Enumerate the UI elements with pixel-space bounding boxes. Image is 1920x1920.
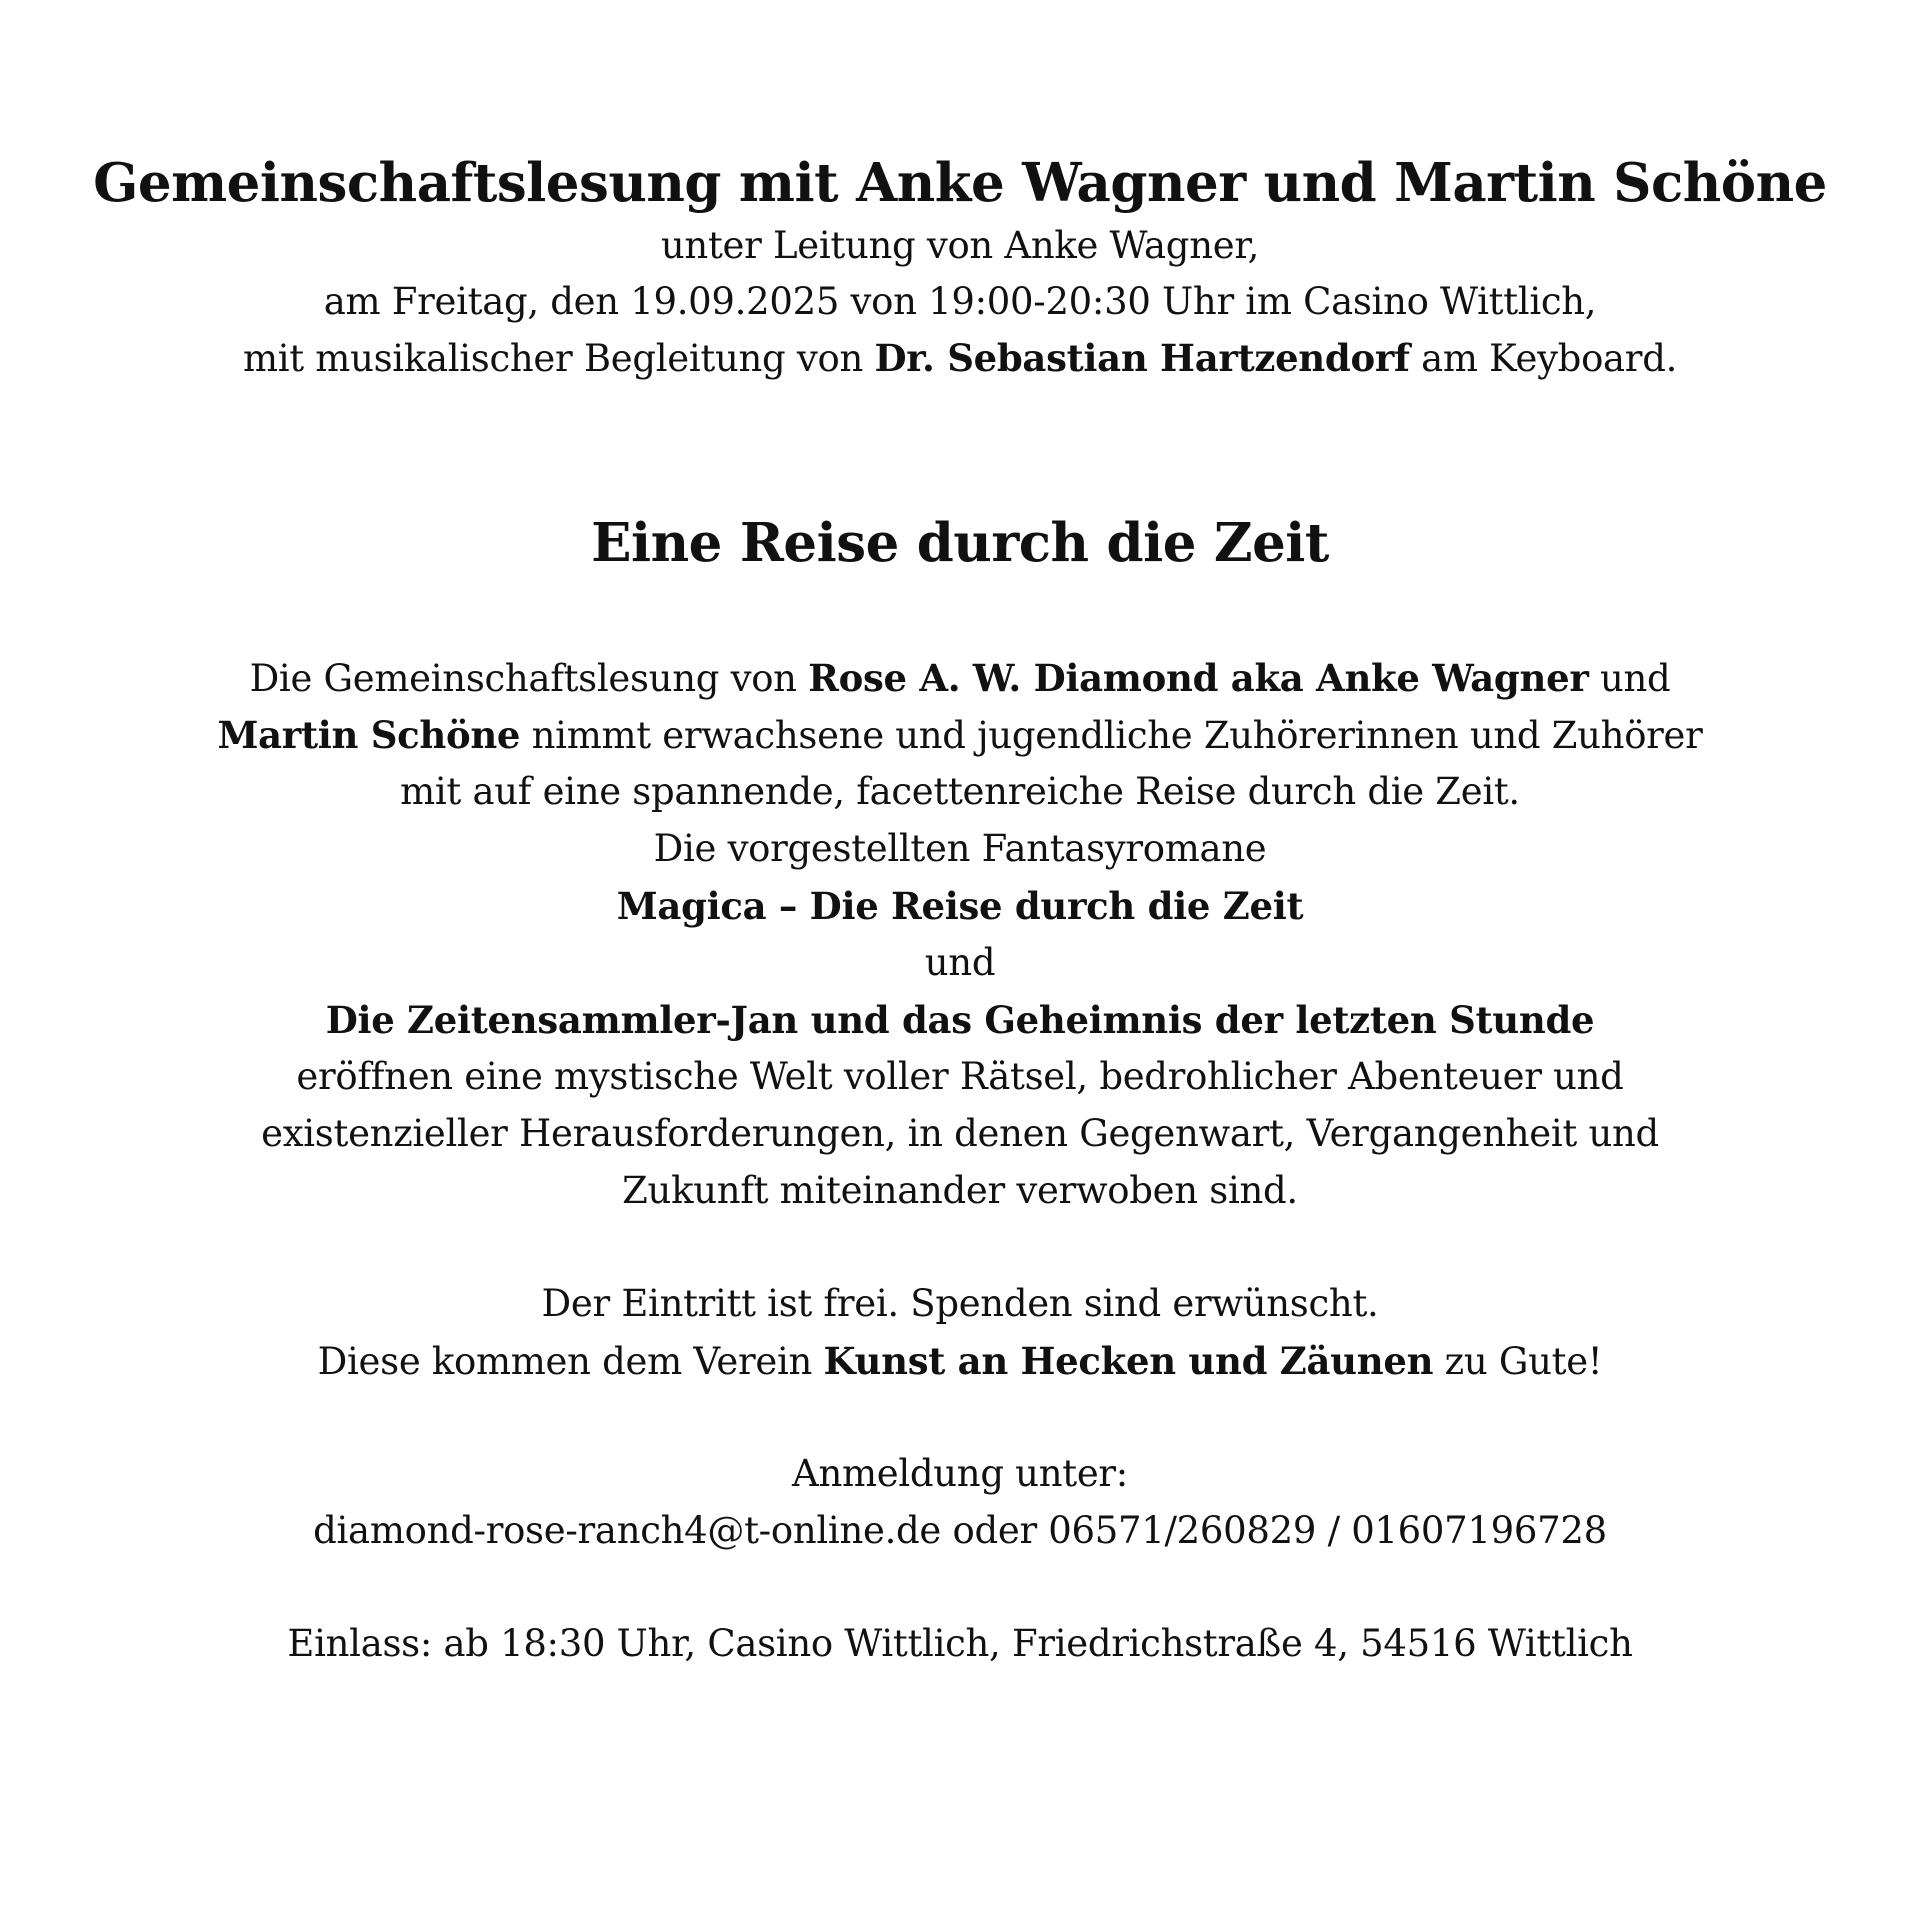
entry-line-2-pre: Diese kommen dem Verein: [317, 1340, 824, 1383]
book-title-2: Die Zeitensammler-Jan und das Geheimnis der letzten Stunde: [325, 998, 1595, 1042]
organizer-line: unter Leitung von Anke Wagner,: [660, 224, 1260, 267]
description-line-1-pre: Die Gemeinschaftslesung von: [249, 657, 809, 700]
music-line-pre: mit musikalischer Begleitung von: [242, 337, 875, 380]
description-line-1: [0, 650, 1920, 707]
entry-line-2: [0, 1333, 1920, 1390]
description-line-6: existenzieller Herausforderungen, in denen Gegenwart, Vergangenheit und: [261, 1112, 1659, 1155]
event-title: Gemeinschaftslesung mit Anke Wagner und Martin Schöne: [93, 152, 1827, 214]
description-line-2: [0, 707, 1920, 764]
description-line-1-post: und: [1588, 657, 1671, 700]
description-line-5: eröffnen eine mystische Welt voller Rätsel, bedrohlicher Abenteuer und: [296, 1055, 1624, 1098]
description-line-3: mit auf eine spannende, facettenreiche Reise durch die Zeit.: [400, 770, 1520, 813]
music-line-post: am Keyboard.: [1409, 337, 1678, 380]
registration-contact: diamond-rose-ranch4@t-online.de oder 06571/260829 / 01607196728: [313, 1509, 1607, 1552]
date-time-line: am Freitag, den 19.09.2025 von 19:00-20:30 Uhr im Casino Wittlich,: [323, 280, 1597, 323]
and-line: und: [924, 941, 996, 984]
author-name-1: Rose A. W. Diamond aka Anke Wagner: [808, 656, 1589, 700]
admission-line: Einlass: ab 18:30 Uhr, Casino Wittlich, Friedrichstraße 4, 54516 Wittlich: [287, 1622, 1633, 1665]
description-line-4: Die vorgestellten Fantasyromane: [653, 827, 1267, 870]
description-line-7: Zukunft miteinander verwoben sind.: [622, 1169, 1298, 1212]
book-title-1: Magica – Die Reise durch die Zeit: [616, 884, 1304, 928]
reading-subtitle: Eine Reise durch die Zeit: [591, 512, 1329, 574]
entry-line-2-post: zu Gute!: [1433, 1340, 1603, 1383]
author-name-2: Martin Schöne: [217, 713, 521, 757]
description-line-2-post: nimmt erwachsene und jugendliche Zuhörerinnen und Zuhörer: [520, 714, 1703, 757]
registration-label: Anmeldung unter:: [792, 1452, 1128, 1495]
musician-name: Dr. Sebastian Hartzendorf: [874, 336, 1410, 380]
association-name: Kunst an Hecken und Zäunen: [823, 1339, 1434, 1383]
music-line: [0, 330, 1920, 387]
entry-line-1: Der Eintritt ist frei. Spenden sind erwünscht.: [541, 1282, 1379, 1325]
